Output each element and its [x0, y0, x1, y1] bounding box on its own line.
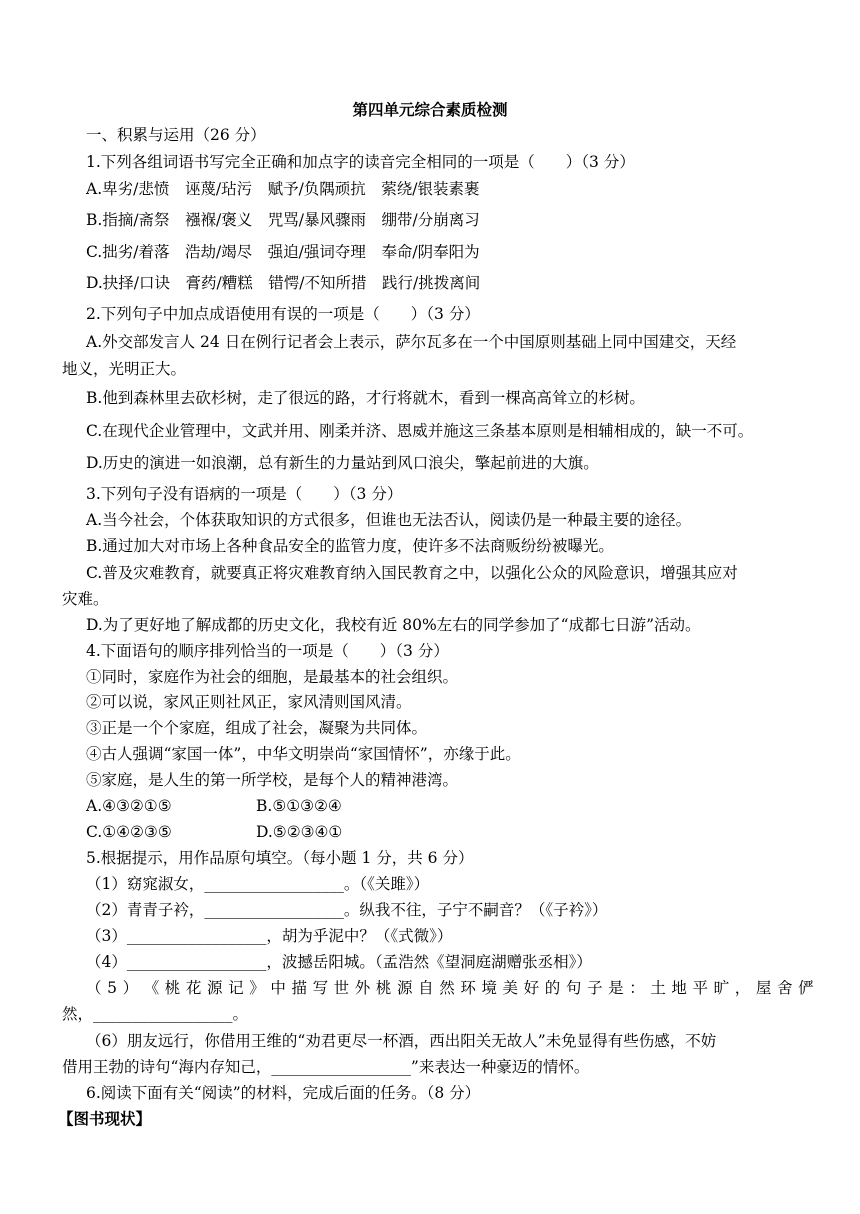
item-5-char: 句 [565, 979, 582, 997]
item-5-char: 的 [544, 979, 561, 997]
item-5-char: （ [86, 979, 102, 997]
question-1-option-a: A.卑劣/悲愤 诬蔑/玷污 赋予/负隅顽抗 萦绕/银装素裹 [86, 180, 480, 198]
question-2-option-c: C.在现代企业管理中，文武并用、刚柔并济、恩威并施这三条基本原则是相辅相成的，缺一不可。 [86, 422, 754, 440]
item-5-char: ： [629, 979, 645, 997]
question-5-item-6: （6）朋友远行，你借用王维的“劝君更尽一杯酒，西出阳关无故人”未免显得有些伤感，不妨 [86, 1032, 717, 1050]
question-3-option-b: B.通过加大对市场上各种食品安全的监管力度，使许多不法商贩纷纷被曝光。 [86, 537, 614, 555]
question-4-option-a: A.④③②①⑤ [86, 797, 172, 815]
item-5-char: 境 [481, 979, 497, 997]
question-4-stem: 4.下面语句的顺序排列恰当的一项是（ ）（3 分） [86, 642, 449, 660]
question-4-option-b: B.⑤①③②④ [256, 797, 342, 815]
question-4-sentence-1: ①同时，家庭作为社会的细胞，是最基本的社会组织。 [86, 668, 459, 686]
item-5-char: ， [734, 979, 751, 997]
item-5-char: 桃 [164, 979, 181, 997]
question-2-option-d: D.历史的演进一如浪潮，总有新生的力量站到风口浪尖，擎起前进的大旗。 [86, 454, 599, 472]
question-3-option-c-cont: 灾难。 [62, 590, 109, 608]
item-5-char: 》 [249, 979, 265, 997]
question-1-option-b: B.指摘/斋祭 襁褓/褒义 咒骂/暴风骤雨 绷带/分崩离习 [86, 211, 480, 229]
question-3-stem: 3.下列句子没有语病的一项是（ ）（3 分） [86, 485, 403, 503]
question-4-sentence-4: ④古人强调“家国一体”，中华文明崇尚“家国情怀”，亦缘于此。 [86, 745, 521, 763]
item-5-char: 美 [502, 979, 519, 997]
item-5-char: 地 [671, 979, 687, 997]
material-heading: 【图书现状】 [58, 1109, 152, 1128]
question-2-option-a: A.外交部发言人 24 日在例行记者会上表示，萨尔瓦多在一个中国原则基础上同中国建交，天经 [86, 333, 737, 351]
item-5-char: 描 [291, 979, 307, 997]
section-heading: 一、积累与运用（26 分） [86, 126, 266, 144]
question-6-stem: 6.阅读下面有关“阅读”的材料，完成后面的任务。（8 分） [86, 1084, 481, 1102]
question-1-option-d: D.抉择/口诀 膏药/糟糕 错愕/不知所措 践行/挑拨离间 [86, 274, 481, 292]
item-5-char: 写 [312, 979, 329, 997]
question-3-option-d: D.为了更好地了解成都的历史文化，我校有近 80%左右的同学参加了“成都七日游”活动。 [86, 616, 701, 634]
item-5-char: 世 [333, 979, 350, 997]
item-5-char: 外 [354, 979, 371, 997]
item-5-char: 桃 [375, 979, 392, 997]
item-5-char: 源 [397, 979, 413, 997]
question-4-option-d: D.⑤②③④① [256, 823, 343, 841]
item-5-char: 平 [692, 979, 709, 997]
item-5-char: 自 [418, 979, 434, 997]
question-2-stem: 2.下列句子中加点成语使用有误的一项是（ ）（3 分） [86, 305, 480, 323]
item-5-char: 然 [439, 979, 455, 997]
item-5-char: 中 [270, 979, 286, 997]
item-5-char: 是 [608, 979, 624, 997]
question-5-item-6-cont: 借用王勃的诗句“海内存知己，__________________”来表达一种豪迈的情怀。 [62, 1058, 590, 1076]
question-5-stem: 5.根据提示，用作品原句填空。（每小题 1 分，共 6 分） [86, 849, 474, 867]
question-4-sentence-5: ⑤家庭，是人生的第一所学校，是每个人的精神港湾。 [86, 771, 459, 789]
question-5-item-5 [86, 976, 814, 1000]
question-3-option-a: A.当今社会，个体获取知识的方式很多，但谁也无法否认，阅读仍是一种最主要的途径。 [86, 511, 692, 529]
item-5-char: ） [122, 979, 139, 997]
question-1-stem: 1.下列各组词语书写完全正确和加点字的读音完全相同的一项是（ ）（3 分） [86, 153, 635, 171]
item-5-char: 环 [460, 979, 476, 997]
item-5-char: 俨 [798, 979, 814, 997]
item-5-char: 5 [107, 979, 117, 997]
question-2-option-a-cont: 地义，光明正大。 [62, 360, 187, 378]
item-5-char: 《 [143, 979, 160, 997]
question-1-option-c: C.拙劣/着落 浩劫/竭尽 强迫/强词夺理 奉命/阴奉阳为 [86, 243, 480, 261]
item-5-char: 土 [650, 979, 666, 997]
item-5-char: 旷 [713, 979, 730, 997]
item-5-char: 记 [228, 979, 244, 997]
question-5-item-3: （3）__________________，胡为乎泥中？（《式微》） [86, 927, 453, 945]
question-2-option-b: B.他到森林里去砍杉树，走了很远的路，才行将就木，看到一棵高高耸立的杉树。 [86, 389, 645, 407]
item-5-char: 好 [523, 979, 540, 997]
item-5-char: 屋 [755, 979, 772, 997]
question-3-option-c: C.普及灾难教育，就要真正将灾难教育纳入国民教育之中，以强化公众的风险意识，增强其应对 [86, 564, 738, 582]
question-5-item-5-cont: 然，__________________。 [62, 1005, 249, 1023]
question-5-item-4: （4）__________________，波撼岳阳城。（孟浩然《望洞庭湖赠张丞相》） [86, 953, 592, 971]
question-4-option-c: C.①④②③⑤ [86, 823, 172, 841]
item-5-char: 舍 [776, 979, 793, 997]
page-title: 第四单元综合素质检测 [352, 100, 508, 119]
question-5-item-1: （1）窈窕淑女，__________________。（《关雎》） [86, 875, 430, 893]
question-4-sentence-2: ②可以说，家风正则社风正，家风清则国风清。 [86, 693, 412, 711]
item-5-char: 源 [207, 979, 223, 997]
item-5-char: 花 [185, 979, 202, 997]
item-5-char: 子 [586, 979, 603, 997]
question-4-sentence-3: ③正是一个个家庭，组成了社会，凝聚为共同体。 [86, 719, 428, 737]
question-5-item-2: （2）青青子衿，__________________。纵我不往，子宁不嗣音？（《子衿》） [86, 901, 608, 919]
